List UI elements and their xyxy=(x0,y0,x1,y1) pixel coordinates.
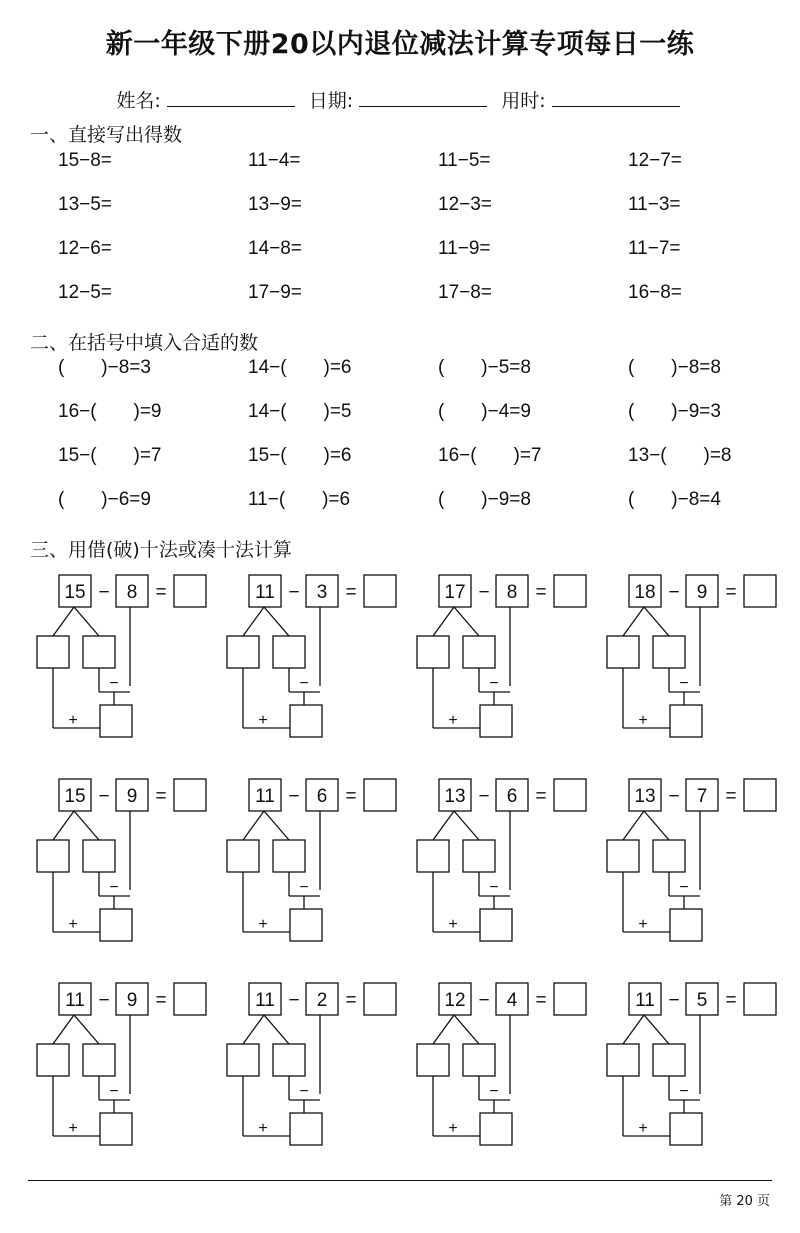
final-box[interactable] xyxy=(100,705,132,737)
final-box[interactable] xyxy=(480,1113,512,1145)
connector-line xyxy=(264,607,289,636)
section-1-problems xyxy=(58,150,778,326)
final-box[interactable] xyxy=(100,909,132,941)
equals-sign: = xyxy=(725,582,737,603)
split-right-box[interactable] xyxy=(273,840,305,872)
name-label: 姓名: xyxy=(116,90,161,112)
split-left-box[interactable] xyxy=(227,840,259,872)
branch-minus-sign: − xyxy=(299,675,309,692)
problem-item: 12−7= xyxy=(628,150,682,171)
final-box[interactable] xyxy=(290,1113,322,1145)
plus-sign: + xyxy=(258,1120,268,1137)
diagram-figure xyxy=(600,570,790,760)
fill-blank-item: 14−( )=6 xyxy=(248,357,352,378)
split-left-box[interactable] xyxy=(417,1044,449,1076)
equals-sign: = xyxy=(345,582,357,603)
plus-sign: + xyxy=(448,916,458,933)
page-title: 新一年级下册20以内退位减法计算专项每日一练 xyxy=(105,29,695,60)
problem-item: 12−3= xyxy=(438,194,492,215)
subtrahend-value: 8 xyxy=(506,582,518,603)
minuend-value: 12 xyxy=(444,990,466,1011)
connector-line xyxy=(74,811,99,840)
subtrahend-value: 3 xyxy=(316,582,328,603)
problem-item: 11−7= xyxy=(628,238,681,259)
answer-box[interactable] xyxy=(744,779,776,811)
connector-line xyxy=(264,1015,289,1044)
section-2-heading: 二、在括号中填入合适的数 xyxy=(30,332,259,354)
fill-blank-item: 11−( )=6 xyxy=(248,489,351,510)
diagram-figure xyxy=(410,774,600,964)
final-box[interactable] xyxy=(480,909,512,941)
plus-sign: + xyxy=(68,916,78,933)
borrow-ten-diagram xyxy=(410,570,600,774)
split-left-box[interactable] xyxy=(607,636,639,668)
connector-line xyxy=(433,1015,454,1044)
connector-line xyxy=(53,1015,74,1044)
minus-sign: − xyxy=(668,990,680,1011)
final-box[interactable] xyxy=(100,1113,132,1145)
connector-line xyxy=(644,607,669,636)
problem-item: 14−8= xyxy=(248,238,302,259)
split-left-box[interactable] xyxy=(37,636,69,668)
diagram-figure xyxy=(220,978,410,1168)
branch-minus-sign: − xyxy=(489,1083,499,1100)
split-left-box[interactable] xyxy=(607,840,639,872)
final-box[interactable] xyxy=(480,705,512,737)
minuend-value: 15 xyxy=(64,786,86,807)
branch-minus-sign: − xyxy=(489,879,499,896)
split-right-box[interactable] xyxy=(653,636,685,668)
connector-line xyxy=(623,607,644,636)
minuend-value: 17 xyxy=(444,582,466,603)
split-left-box[interactable] xyxy=(607,1044,639,1076)
plus-sign: + xyxy=(448,712,458,729)
subtrahend-value: 9 xyxy=(126,786,138,807)
connector-line xyxy=(264,811,289,840)
borrow-ten-diagram xyxy=(30,570,220,774)
borrow-ten-diagram xyxy=(410,774,600,978)
branch-minus-sign: − xyxy=(679,1083,689,1100)
minuend-value: 18 xyxy=(634,582,656,603)
minuend-value: 11 xyxy=(635,990,655,1011)
subtrahend-value: 9 xyxy=(126,990,138,1011)
diagram-figure xyxy=(410,978,600,1168)
problem-item: 17−9= xyxy=(248,282,302,303)
branch-minus-sign: − xyxy=(679,879,689,896)
equals-sign: = xyxy=(725,990,737,1011)
date-label: 日期: xyxy=(308,90,354,112)
equals-sign: = xyxy=(345,786,357,807)
minus-sign: − xyxy=(288,786,300,807)
equals-sign: = xyxy=(155,786,167,807)
equals-sign: = xyxy=(535,786,547,807)
final-box[interactable] xyxy=(290,909,322,941)
fill-blank-item: 14−( )=5 xyxy=(248,401,352,422)
minus-sign: − xyxy=(478,990,490,1011)
branch-minus-sign: − xyxy=(109,675,119,692)
split-right-box[interactable] xyxy=(273,1044,305,1076)
plus-sign: + xyxy=(638,712,648,729)
fill-blank-item: ( )−9=3 xyxy=(628,401,721,422)
time-field[interactable] xyxy=(552,90,680,107)
problem-item: 13−9= xyxy=(248,194,302,215)
answer-box[interactable] xyxy=(554,779,586,811)
problem-item: 12−5= xyxy=(58,282,112,303)
connector-line xyxy=(644,811,669,840)
minus-sign: − xyxy=(98,786,110,807)
answer-box[interactable] xyxy=(744,983,776,1015)
problem-item: 11−4= xyxy=(248,150,301,171)
borrow-ten-diagram xyxy=(600,774,790,978)
plus-sign: + xyxy=(638,1120,648,1137)
subtrahend-value: 6 xyxy=(316,786,328,807)
plus-sign: + xyxy=(258,712,268,729)
equals-sign: = xyxy=(535,582,547,603)
connector-line xyxy=(243,811,264,840)
branch-minus-sign: − xyxy=(489,675,499,692)
problem-item: 13−5= xyxy=(58,194,112,215)
section-2-problems xyxy=(58,357,778,533)
borrow-ten-diagram xyxy=(30,774,220,978)
final-box[interactable] xyxy=(290,705,322,737)
split-left-box[interactable] xyxy=(417,840,449,872)
subtrahend-value: 6 xyxy=(506,786,518,807)
split-left-box[interactable] xyxy=(417,636,449,668)
plus-sign: + xyxy=(258,916,268,933)
problem-item: 12−6= xyxy=(58,238,112,259)
problem-item: 11−3= xyxy=(628,194,681,215)
subtrahend-value: 7 xyxy=(696,786,708,807)
split-right-box[interactable] xyxy=(463,1044,495,1076)
time-label: 用时: xyxy=(501,90,546,112)
diagram-figure xyxy=(220,774,410,964)
diagram-figure xyxy=(600,978,790,1168)
minuend-value: 11 xyxy=(255,582,275,603)
branch-minus-sign: − xyxy=(299,1083,309,1100)
connector-line xyxy=(74,1015,99,1044)
problem-item: 17−8= xyxy=(438,282,492,303)
connector-line xyxy=(644,1015,669,1044)
connector-line xyxy=(433,607,454,636)
split-right-box[interactable] xyxy=(653,840,685,872)
borrow-ten-diagram xyxy=(600,978,790,1182)
plus-sign: + xyxy=(68,1120,78,1137)
connector-line xyxy=(454,811,479,840)
fill-blank-item: 15−( )=7 xyxy=(58,445,162,466)
connector-line xyxy=(243,607,264,636)
split-right-box[interactable] xyxy=(463,636,495,668)
minus-sign: − xyxy=(98,582,110,603)
split-right-box[interactable] xyxy=(83,636,115,668)
split-left-box[interactable] xyxy=(227,1044,259,1076)
diagram-figure xyxy=(30,570,220,760)
minuend-value: 11 xyxy=(65,990,85,1011)
fill-blank-item: ( )−8=4 xyxy=(628,489,721,510)
equals-sign: = xyxy=(345,990,357,1011)
connector-line xyxy=(433,811,454,840)
borrow-ten-diagram xyxy=(410,978,600,1182)
split-left-box[interactable] xyxy=(37,1044,69,1076)
diagram-figure xyxy=(30,774,220,964)
subtrahend-value: 9 xyxy=(696,582,708,603)
branch-minus-sign: − xyxy=(109,879,119,896)
fill-blank-item: ( )−5=8 xyxy=(438,357,531,378)
diagram-figure xyxy=(410,570,600,760)
fill-blank-item: ( )−8=8 xyxy=(628,357,721,378)
section-3-heading: 三、用借(破)十法或凑十法计算 xyxy=(30,539,292,561)
plus-sign: + xyxy=(68,712,78,729)
minus-sign: − xyxy=(478,582,490,603)
equals-sign: = xyxy=(725,786,737,807)
problem-item: 16−8= xyxy=(628,282,682,303)
fill-blank-item: 13−( )=8 xyxy=(628,445,732,466)
final-box[interactable] xyxy=(670,705,702,737)
date-field[interactable] xyxy=(359,90,487,107)
connector-line xyxy=(53,811,74,840)
subtrahend-value: 2 xyxy=(316,990,328,1011)
connector-line xyxy=(623,811,644,840)
split-right-box[interactable] xyxy=(83,1044,115,1076)
minuend-value: 15 xyxy=(64,582,86,603)
borrow-ten-diagram xyxy=(220,978,410,1182)
fill-blank-item: ( )−4=9 xyxy=(438,401,531,422)
minuend-value: 11 xyxy=(255,786,275,807)
borrow-ten-diagram xyxy=(600,570,790,774)
minus-sign: − xyxy=(288,990,300,1011)
answer-box[interactable] xyxy=(744,575,776,607)
connector-line xyxy=(454,1015,479,1044)
minus-sign: − xyxy=(98,990,110,1011)
fill-blank-item: ( )−6=9 xyxy=(58,489,151,510)
branch-minus-sign: − xyxy=(109,1083,119,1100)
section-1-heading: 一、直接写出得数 xyxy=(30,124,183,146)
footer-divider xyxy=(28,1180,772,1181)
connector-line xyxy=(53,607,74,636)
fill-blank-item: 15−( )=6 xyxy=(248,445,352,466)
connector-line xyxy=(454,607,479,636)
borrow-ten-diagram xyxy=(30,978,220,1182)
connector-line xyxy=(243,1015,264,1044)
answer-box[interactable] xyxy=(364,575,396,607)
diagram-figure xyxy=(30,978,220,1168)
final-box[interactable] xyxy=(670,909,702,941)
connector-line xyxy=(623,1015,644,1044)
problem-item: 11−5= xyxy=(438,150,491,171)
answer-box[interactable] xyxy=(174,575,206,607)
fill-blank-item: ( )−8=3 xyxy=(58,357,151,378)
branch-minus-sign: − xyxy=(299,879,309,896)
answer-box[interactable] xyxy=(554,983,586,1015)
answer-box[interactable] xyxy=(174,983,206,1015)
minus-sign: − xyxy=(478,786,490,807)
fill-blank-item: 16−( )=7 xyxy=(438,445,542,466)
fill-blank-item: ( )−9=8 xyxy=(438,489,531,510)
problem-item: 15−8= xyxy=(58,150,112,171)
equals-sign: = xyxy=(155,582,167,603)
answer-box[interactable] xyxy=(554,575,586,607)
split-left-box[interactable] xyxy=(37,840,69,872)
final-box[interactable] xyxy=(670,1113,702,1145)
branch-minus-sign: − xyxy=(679,675,689,692)
subtrahend-value: 8 xyxy=(126,582,138,603)
minus-sign: − xyxy=(668,786,680,807)
page-number: 第 20 页 xyxy=(719,1194,770,1209)
borrow-ten-diagram xyxy=(220,774,410,978)
subtrahend-value: 4 xyxy=(506,990,518,1011)
student-info-row xyxy=(0,86,800,113)
split-right-box[interactable] xyxy=(463,840,495,872)
connector-line xyxy=(74,607,99,636)
name-field[interactable] xyxy=(167,90,295,107)
answer-box[interactable] xyxy=(364,983,396,1015)
minus-sign: − xyxy=(668,582,680,603)
minus-sign: − xyxy=(288,582,300,603)
problem-item: 11−9= xyxy=(438,238,491,259)
answer-box[interactable] xyxy=(364,779,396,811)
borrow-ten-diagram xyxy=(220,570,410,774)
diagram-figure xyxy=(600,774,790,964)
split-right-box[interactable] xyxy=(273,636,305,668)
split-right-box[interactable] xyxy=(83,840,115,872)
plus-sign: + xyxy=(638,916,648,933)
plus-sign: + xyxy=(448,1120,458,1137)
equals-sign: = xyxy=(155,990,167,1011)
split-left-box[interactable] xyxy=(227,636,259,668)
split-right-box[interactable] xyxy=(653,1044,685,1076)
section-3-diagrams xyxy=(30,570,790,1182)
minuend-value: 13 xyxy=(634,786,656,807)
fill-blank-item: 16−( )=9 xyxy=(58,401,162,422)
minuend-value: 11 xyxy=(255,990,275,1011)
subtrahend-value: 5 xyxy=(696,990,708,1011)
minuend-value: 13 xyxy=(444,786,466,807)
diagram-figure xyxy=(220,570,410,760)
answer-box[interactable] xyxy=(174,779,206,811)
equals-sign: = xyxy=(535,990,547,1011)
